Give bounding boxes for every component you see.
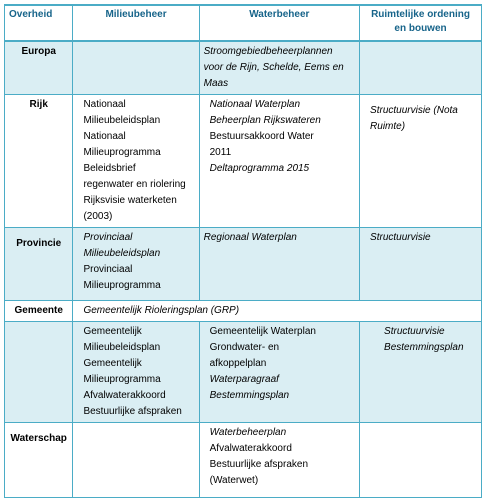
cell-line: Structuurvisie <box>384 326 445 337</box>
cell-line: Gemeentelijk <box>83 326 142 337</box>
cell-line: Milieuprogramma <box>83 147 161 158</box>
cell-line: Bestuurlijke afspraken <box>209 459 309 470</box>
cell-line: Structuurvisie (Nota <box>370 105 458 116</box>
cell-line: voor de Rijn, Schelde, Eems en <box>203 62 344 73</box>
europa-water-cell <box>199 41 359 95</box>
cell-line: Beheerplan Rijkswateren <box>209 115 321 126</box>
gemeente-milieu-cell <box>73 322 199 423</box>
cell-line: Bestuursakkoord Water <box>209 131 314 142</box>
gemeente-span-cell <box>73 301 482 322</box>
waterschap-milieu-cell <box>73 423 199 498</box>
cell-line: regenwater en riolering <box>83 179 186 190</box>
governance-table <box>4 4 482 498</box>
header-waterbeheer: Waterbeheer <box>199 5 359 41</box>
provincie-water-cell <box>199 228 359 301</box>
row-waterschap <box>5 423 482 498</box>
europa-milieu-cell <box>73 41 199 95</box>
europa-ro-cell <box>360 41 482 95</box>
cell-line: Milieuprogramma <box>83 374 161 385</box>
cell-line: Afvalwaterakkoord <box>209 443 292 454</box>
header-overheid: Overheid <box>5 5 73 41</box>
cell-line: Gemeentelijk <box>83 358 142 369</box>
cell-line: afkoppelplan <box>209 358 267 369</box>
cell-line: Maas <box>203 78 229 89</box>
gemeente-water-cell <box>199 322 359 423</box>
gemeente-grp-text: Gemeentelijk Rioleringsplan (GRP) <box>83 305 240 316</box>
cell-line: Bestuurlijke afspraken <box>83 406 182 417</box>
cell-line: Ruimte) <box>370 121 406 132</box>
row-label-provincie: Provincie <box>5 228 73 301</box>
provincie-milieu-cell <box>73 228 199 301</box>
cell-line: Milieubeleidsplan <box>83 115 161 126</box>
row-gemeente <box>5 301 482 322</box>
cell-line: Waterparagraaf <box>209 374 279 385</box>
gemeente-ro-cell <box>360 322 482 423</box>
waterschap-ro-cell <box>360 423 482 498</box>
cell-line: Deltaprogramma 2015 <box>209 163 310 174</box>
cell-line: Stroomgebiedbeheerplannen <box>203 46 333 57</box>
cell-line: Milieuprogramma <box>83 280 161 291</box>
header-milieubeheer: Milieubeheer <box>73 5 199 41</box>
row-europa <box>5 41 482 95</box>
cell-line: Rijksvisie waterketen <box>83 195 177 206</box>
cell-line: Beleidsbrief <box>83 163 136 174</box>
cell-line: (2003) <box>83 211 113 222</box>
cell-line: Grondwater- en <box>209 342 280 353</box>
row-rijk <box>5 95 482 228</box>
row-label-europa: Europa <box>5 41 73 95</box>
provincie-ro-cell <box>360 228 482 301</box>
cell-line: Milieubeleidsplan <box>83 248 161 259</box>
rijk-water-cell <box>199 95 359 228</box>
cell-line: Afvalwaterakkoord <box>83 390 166 401</box>
waterschap-water-cell <box>199 423 359 498</box>
cell-line: Nationaal Waterplan <box>209 99 301 110</box>
gemeente-detail-label-cell <box>5 322 73 423</box>
cell-line: Gemeentelijk Waterplan <box>209 326 316 337</box>
cell-line: Provinciaal <box>83 264 133 275</box>
row-gemeente-detail <box>5 322 482 423</box>
rijk-ro-cell <box>360 95 482 228</box>
header-row <box>5 5 482 41</box>
cell-line: Milieubeleidsplan <box>83 342 161 353</box>
provincie-ro-text: Structuurvisie <box>370 232 431 243</box>
cell-line: Bestemmingsplan <box>209 390 290 401</box>
cell-line: Bestemmingsplan <box>384 342 464 353</box>
cell-line: Nationaal <box>83 131 126 142</box>
rijk-milieu-cell <box>73 95 199 228</box>
row-label-rijk: Rijk <box>5 95 73 228</box>
row-provincie <box>5 228 482 301</box>
header-ruimtelijke-ordening: Ruimtelijke ordening en bouwen <box>360 5 482 41</box>
cell-line: 2011 <box>209 147 232 158</box>
row-label-gemeente: Gemeente <box>5 301 73 322</box>
provincie-water-text: Regionaal Waterplan <box>203 232 297 243</box>
cell-line: Nationaal <box>83 99 126 110</box>
cell-line: Waterbeheerplan <box>209 427 287 438</box>
cell-line: Provinciaal <box>83 232 133 243</box>
cell-line: (Waterwet) <box>209 475 259 486</box>
row-label-waterschap: Waterschap <box>5 423 73 498</box>
